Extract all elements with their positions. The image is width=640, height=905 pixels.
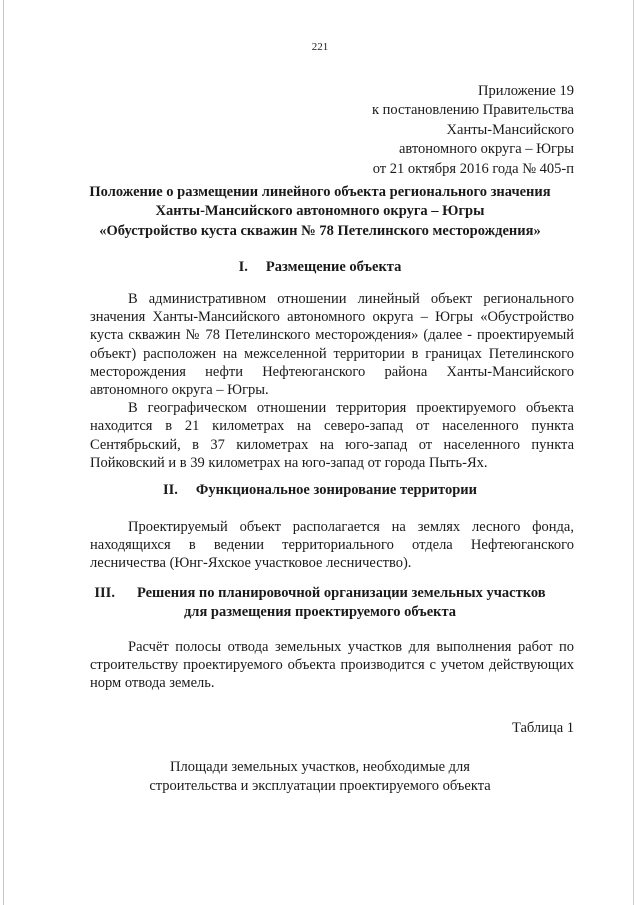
paragraph: Расчёт полосы отвода земельных участков для выполнения работ по строительству проектируемого объекта производится с учетом действующих норм отвода земель. [90,639,574,692]
section-title: Решения по планировочной организации земельных участков [136,585,546,601]
section-number: III. [94,585,115,601]
section-title: Функциональное зонирование территории [195,482,477,498]
section-1-body [90,290,574,472]
title-line: Ханты-Мансийского автономного округа – Югры [155,203,485,220]
table-label: Таблица 1 [511,720,574,736]
page-number: 221 [311,41,329,53]
section-3-body [90,638,574,693]
document-title [80,183,560,241]
section-2-heading [80,481,560,500]
paragraph: В административном отношении линейный объект регионального значения Ханты-Мансийского автономного округа – Югры «Обустройство куста скважин № 78 Петелинского месторождения» (далее - проектируемый объект) расположен на межселенной территории в границах Петелинского месторождения нефти Нефтеюганского района Ханты-Мансийского автономного округа – Югры. [90,291,574,399]
caption-line: строительства и эксплуатации проектируемого объекта [149,778,491,795]
appendix-block [372,82,574,179]
paragraph: Проектируемый объект располагается на землях лесного фонда, находящихся в ведении территориального отдела Нефтеюганского лесничества (Юнг-Яхское участковое лесничество). [90,519,574,572]
title-line: «Обустройство куста скважин № 78 Петелинского месторождения» [99,222,541,239]
caption-line: Площади земельных участков, необходимые для [170,759,470,775]
title-line: Положение о размещении линейного объекта регионального значения [89,184,551,200]
section-title-line [80,584,560,603]
section-3-heading [80,584,560,623]
table-caption [80,758,560,797]
section-2-body [90,518,574,573]
section-title: Размещение объекта [265,259,402,275]
appendix-line: к постановлению Правительства [372,102,574,119]
scan-edge-right [633,0,634,905]
paragraph: В географическом отношении территория проектируемого объекта находится в 21 километрах на северо-запад от населенного пункта Сентябрьский, в 37 километрах на юго-запад от населенного пункта Пойковский и в 39 километрах на юго-запад от города Пыть-Ях. [90,400,574,471]
appendix-line: автономного округа – Югры [398,141,574,158]
section-number: I. [238,259,248,275]
appendix-line: от 21 октября 2016 года № 405-п [372,160,574,177]
appendix-line: Приложение 19 [478,83,574,99]
section-title-line: для размещения проектируемого объекта [183,604,457,621]
section-1-heading [80,258,560,277]
appendix-line: Ханты-Мансийского [446,121,574,138]
scan-edge-left [3,0,4,905]
section-number: II. [163,482,178,498]
